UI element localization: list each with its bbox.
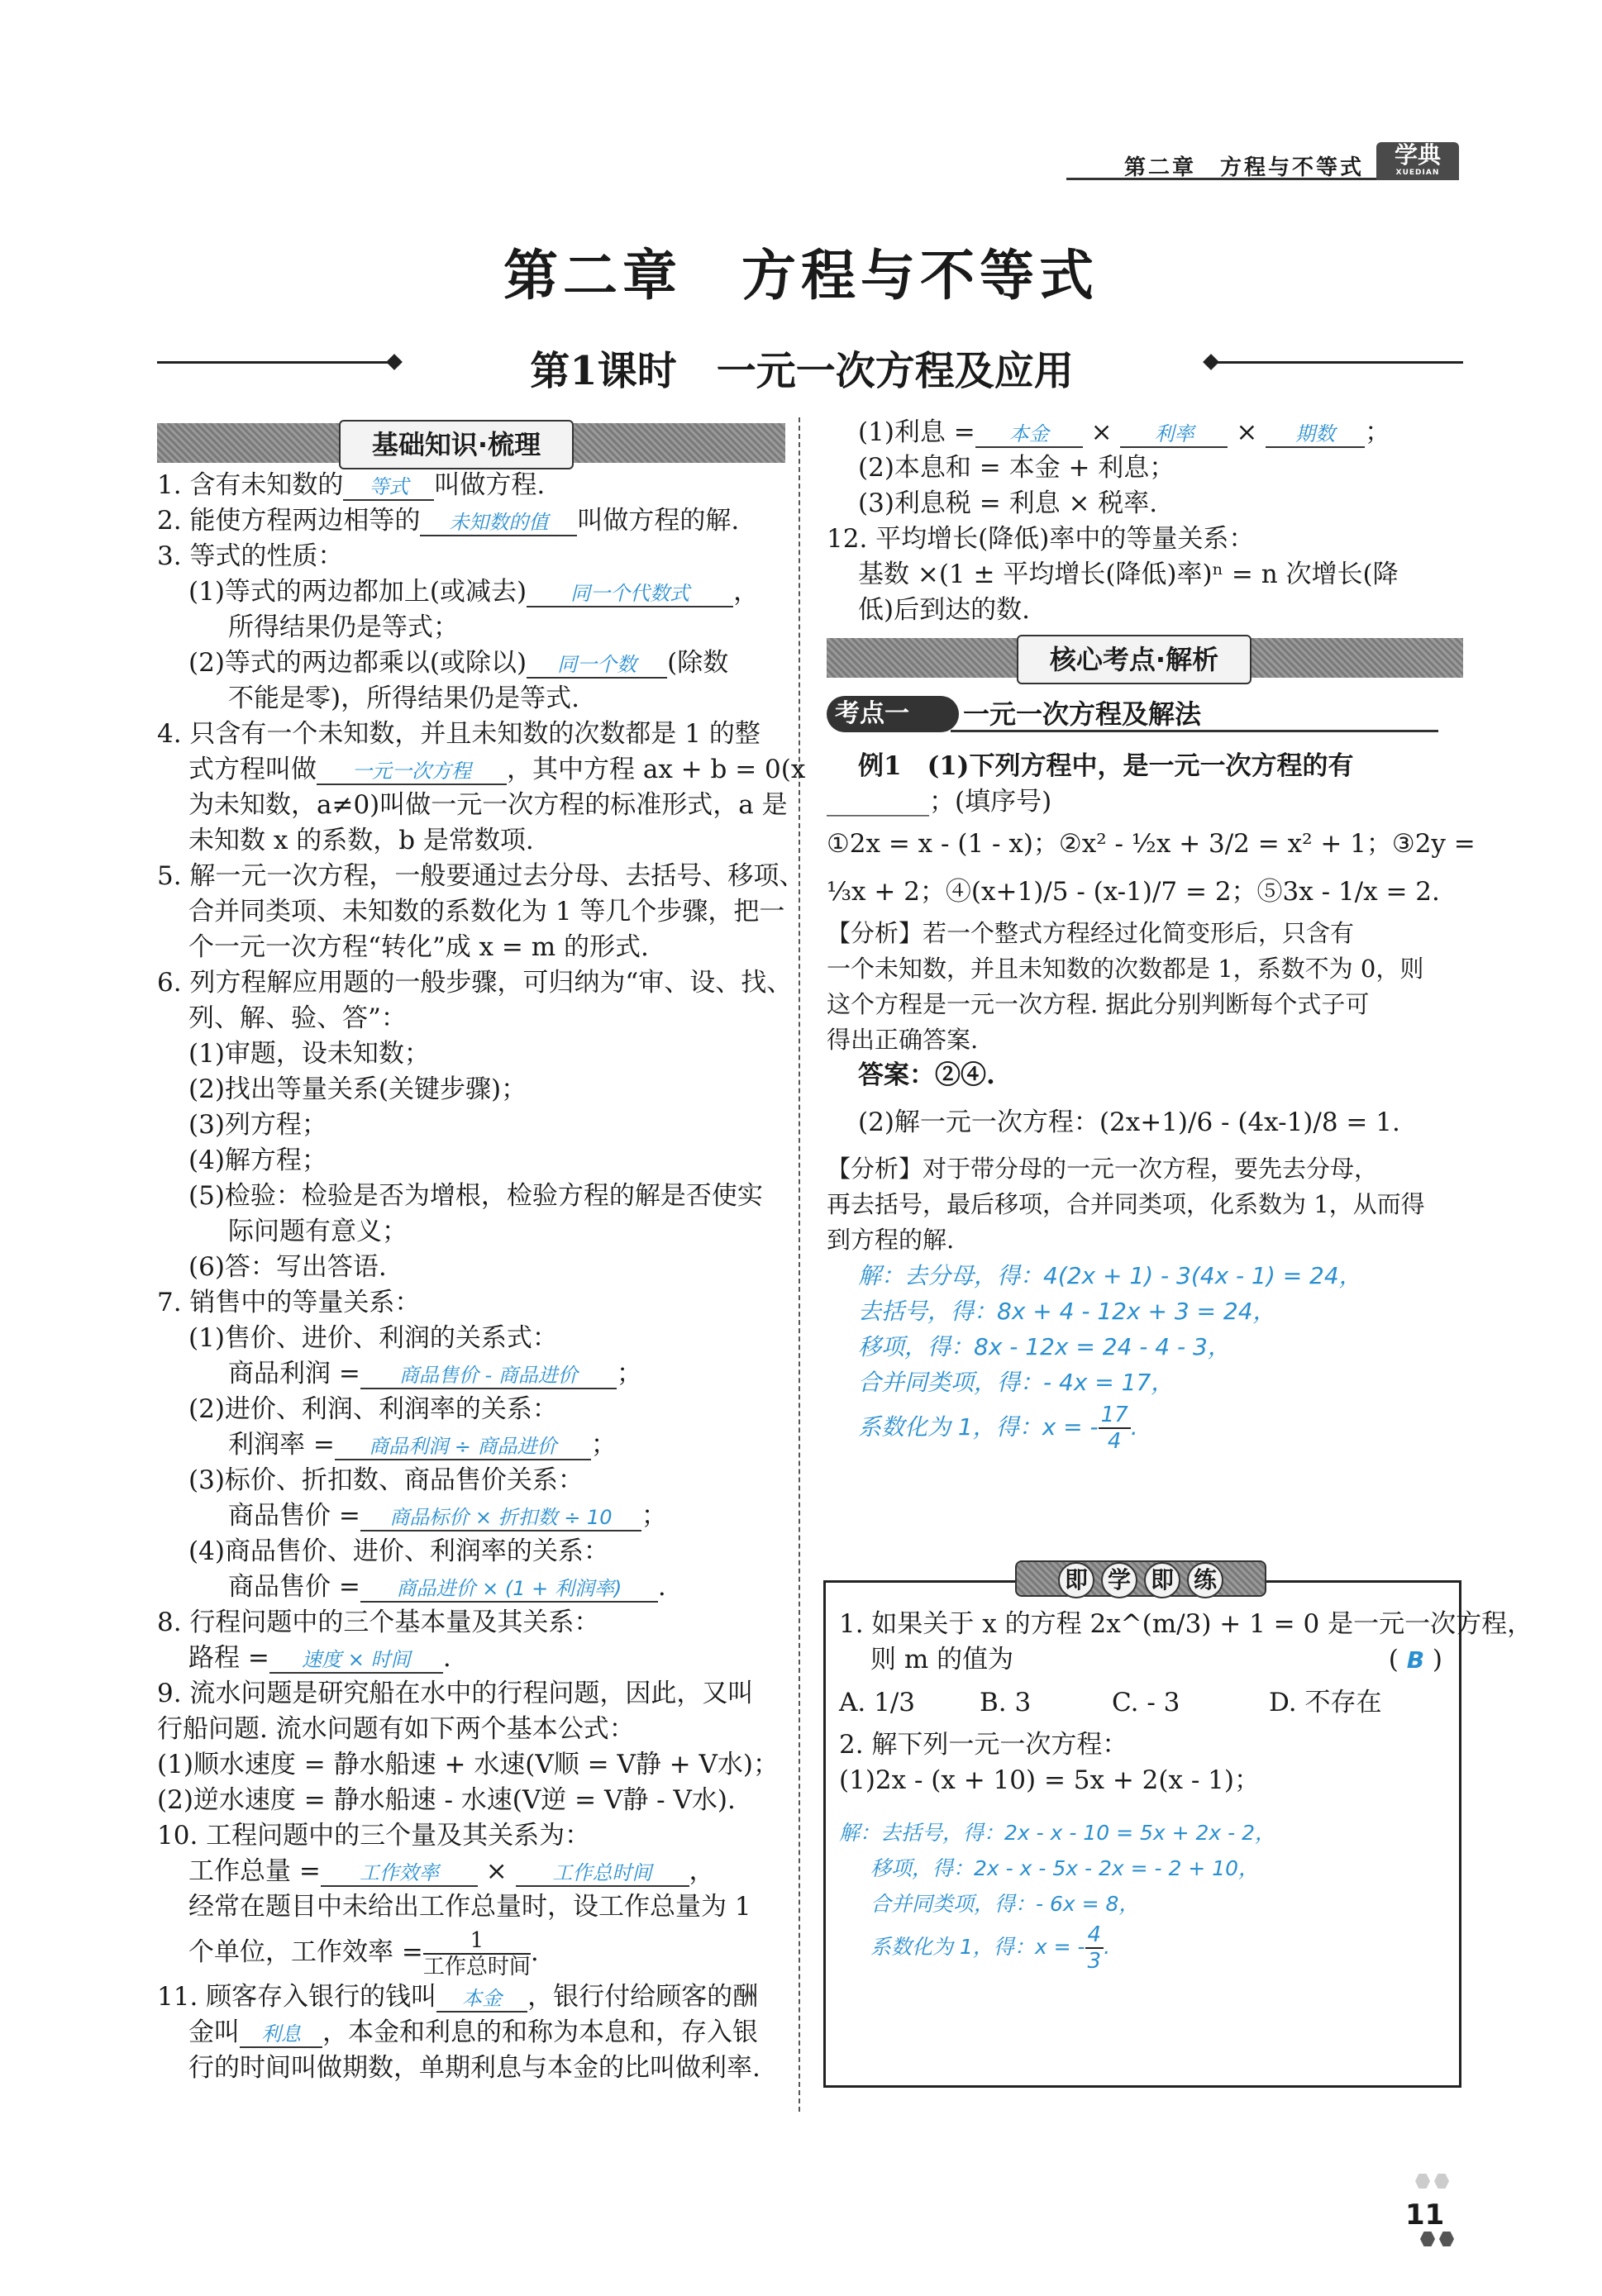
- item-2: 2. 能使方程两边相等的 未知数的值 叫做方程的解.: [157, 506, 740, 536]
- hex-decoration: [1434, 2174, 1449, 2189]
- interest-tax: (3)利息税 = 利息 × 税率.: [858, 488, 1158, 518]
- running-header: [1066, 141, 1459, 180]
- answer-blank: 商品标价 × 折扣数 ÷ 10: [360, 1505, 641, 1531]
- item-12-cont: 低)后到达的数.: [858, 595, 1030, 625]
- fraction: $\frac{1}{\text{工作总时间}}$: [422, 1927, 531, 1979]
- item-12-formula: 基数 ×(1 ± 平均增长(降低)率)ⁿ = n 次增长(降: [858, 560, 1399, 589]
- item-6-5-cont: 际问题有意义；: [228, 1217, 408, 1246]
- column-divider: [799, 417, 800, 2112]
- title-diamond-left: [386, 354, 403, 370]
- item-6-3: (3)列方程；: [188, 1110, 327, 1140]
- item-7-1: (1)售价、进价、利润的关系式：: [188, 1323, 558, 1353]
- practice-char: 练: [1187, 1562, 1223, 1598]
- example-1-blank: ________；(填序号): [827, 787, 1052, 817]
- item-10-cont: 经常在题目中未给出工作总量时，设工作总量为 1: [188, 1892, 751, 1922]
- lesson-title: 第1课时 一元一次方程及应用: [530, 348, 1074, 394]
- example-1-options: ①2x = x - (1 - x)；②x² - ½x + 3/2 = x² + 1；③2y =: [827, 829, 1476, 859]
- key-point-title: 一元一次方程及解法: [963, 698, 1202, 730]
- interest-formula: (1)利息 = 本金 × 利率 × 期数 ；: [858, 417, 1391, 447]
- item-6-1: (1)审题，设未知数；: [188, 1039, 430, 1069]
- item-11: 11. 顾客存入银行的钱叫 本金 ，银行付给顾客的酬: [157, 1982, 759, 2012]
- item-5-cont2: 个一元一次方程“转化”成 x = m 的形式.: [188, 932, 649, 962]
- brand-name: 学典: [1394, 141, 1441, 169]
- item-7-1-formula: 商品利润 = 商品售价 - 商品进价 ；: [228, 1359, 642, 1389]
- key-point-header: [827, 696, 1438, 732]
- answer-blank: 工作效率: [321, 1860, 478, 1887]
- item-3-2-cont: 不能是零)，所得结果仍是等式.: [228, 684, 579, 713]
- answer-blank: 速度 × 时间: [269, 1647, 443, 1674]
- example-1-options-cont: ⅓x + 2；④(x+1)/5 - (x-1)/7 = 2；⑤3x - 1/x = 2.: [827, 877, 1440, 907]
- item-4-cont: 式方程叫做 一元一次方程 ，其中方程 ax + b = 0(x: [188, 755, 806, 784]
- section-bar-core: [827, 638, 1463, 678]
- item-4-cont2: 为未知数，a≠0)叫做一元一次方程的标准形式，a 是: [188, 790, 788, 820]
- item-9-1: (1)顺水速度 = 静水船速 + 水速(V顺 = V静 + V水)；: [157, 1750, 779, 1779]
- practice-solution-4: 系数化为 1，得：x = - $\frac{4}{3}$ .: [870, 1922, 1111, 1974]
- item-10-formula: 工作总量 = 工作效率 × 工作总时间 ，: [188, 1856, 715, 1886]
- item-8: 8. 行程问题中的三个基本量及其关系：: [157, 1608, 600, 1637]
- analysis-1: 【分析】若一个整式方程经过化简变形后，只含有: [827, 919, 1355, 947]
- title-rule-right: [1215, 361, 1463, 364]
- answer-bracket: ( B ): [1388, 1645, 1442, 1674]
- answer-blank: 利率: [1120, 422, 1228, 448]
- page-number: 11: [1405, 2198, 1445, 2232]
- item-7: 7. 销售中的等量关系：: [157, 1288, 421, 1317]
- practice-solution-3: 合并同类项，得：- 6x = 8，: [870, 1892, 1140, 1916]
- analysis-2: 【分析】对于带分母的一元一次方程，要先去分母，: [827, 1155, 1379, 1183]
- item-6: 6. 列方程解应用题的一般步骤，可归纳为“审、设、找、: [157, 968, 793, 998]
- hex-decoration: [1415, 2174, 1430, 2189]
- item-6-cont: 列、解、验、答”：: [188, 1003, 407, 1033]
- question-1: 1. 如果关于 x 的方程 2x^(m/3) + 1 = 0 是一元一次方程，: [839, 1609, 1533, 1639]
- practice-solution-2: 移项，得：2x - x - 5x - 2x = - 2 + 10，: [870, 1856, 1260, 1880]
- item-6-4: (4)解方程；: [188, 1146, 327, 1175]
- option-a: A. 1/3: [839, 1688, 915, 1717]
- section-label-basics: 基础知识·梳理: [339, 420, 574, 469]
- section-label-core: 核心考点·解析: [1017, 635, 1252, 684]
- right-column-top: [827, 415, 1463, 628]
- item-6-6: (6)答：写出答语.: [188, 1252, 387, 1282]
- item-3: 3. 等式的性质：: [157, 541, 344, 571]
- section-bar-basics: [157, 423, 785, 463]
- solution-step-4: 合并同类项，得：- 4x = 17，: [858, 1369, 1175, 1396]
- item-7-2: (2)进价、利润、利润率的关系：: [188, 1394, 558, 1424]
- item-6-5: (5)检验：检验是否为增根，检验方程的解是否使实: [188, 1181, 763, 1211]
- item-7-3: (3)标价、折扣数、商品售价关系：: [188, 1465, 584, 1495]
- title-rule-left: [157, 361, 397, 364]
- answer-blank: 商品售价 - 商品进价: [360, 1363, 617, 1389]
- option-d: D. 不存在: [1269, 1688, 1382, 1717]
- hex-decoration: [1439, 2232, 1454, 2246]
- item-12: 12. 平均增长(降低)率中的等量关系：: [827, 524, 1255, 554]
- principal-interest: (2)本息和 = 本金 + 利息；: [858, 453, 1175, 483]
- question-2: 2. 解下列一元一次方程：: [839, 1730, 1128, 1760]
- answer-blank: 本金: [436, 1986, 527, 2013]
- item-8-formula: 路程 = 速度 × 时间 .: [188, 1643, 451, 1673]
- analysis-2-cont2: 到方程的解.: [827, 1226, 955, 1254]
- hex-decoration: [1420, 2232, 1435, 2246]
- item-3-2: (2)等式的两边都乘以(或除以) 同一个数 (除数: [188, 648, 729, 678]
- left-column: [157, 468, 806, 2086]
- practice-banner: [1015, 1560, 1266, 1597]
- example-1: [827, 749, 1476, 1455]
- item-5-cont: 合并同类项、未知数的系数化为 1 等几个步骤，把一: [188, 897, 785, 926]
- analysis-1-cont2: 这个方程是一元一次方程. 据此分别判断每个式子可: [827, 990, 1370, 1018]
- item-7-4: (4)商品售价、进价、利润率的关系：: [188, 1536, 609, 1566]
- solution-step-3: 移项，得：8x - 12x = 24 - 4 - 3，: [858, 1333, 1231, 1360]
- key-point-badge: 考点一: [827, 696, 959, 732]
- answer-blank: 同一个数: [527, 652, 667, 679]
- solution-step-1: 解：去分母，得：4(2x + 1) - 3(4x - 1) = 24，: [858, 1262, 1362, 1289]
- answer-blank: 未知数的值: [420, 510, 577, 536]
- item-7-2-formula: 利润率 = 商品利润 ÷ 商品进价 ；: [228, 1430, 617, 1460]
- item-10: 10. 工程问题中的三个量及其关系为：: [157, 1821, 591, 1851]
- fraction: $\frac{4}{3}$: [1085, 1922, 1104, 1974]
- analysis-1-cont: 一个未知数，并且未知数的次数都是 1，系数不为 0，则: [827, 955, 1424, 983]
- solution-step-5: 系数化为 1，得：x = - $\frac{17}{4}$ .: [858, 1403, 1138, 1454]
- analysis-1-cont3: 得出正确答案.: [827, 1026, 979, 1054]
- item-9: 9. 流水问题是研究船在水中的行程问题，因此，又叫: [157, 1679, 754, 1708]
- solution-step-2: 去括号，得：8x + 4 - 12x + 3 = 24，: [858, 1298, 1276, 1325]
- item-10-efficiency: 个单位，工作效率 = $\frac{1}{\text{工作总时间}}$ .: [188, 1927, 539, 1979]
- question-2-1: (1)2x - (x + 10) = 5x + 2(x - 1)；: [839, 1765, 1260, 1795]
- answer-blank: 同一个代数式: [527, 581, 733, 607]
- item-1: 1. 含有未知数的 等式 叫做方程.: [157, 470, 546, 500]
- item-7-3-formula: 商品售价 = 商品标价 × 折扣数 ÷ 10 ；: [228, 1501, 667, 1531]
- answer-blank: 利息: [240, 2022, 322, 2048]
- item-4-cont3: 未知数 x 的系数，b 是常数项.: [188, 826, 534, 855]
- answer-choice: B: [1406, 1646, 1425, 1674]
- answer-1: 答案：②④.: [858, 1060, 995, 1090]
- item-11-cont2: 行的时间叫做期数，单期利息与本金的比叫做利率.: [188, 2053, 760, 2083]
- running-header-text: 第二章 方程与不等式: [1124, 155, 1365, 180]
- practice-char: 即: [1058, 1562, 1094, 1598]
- question-1-options: [839, 1678, 1451, 1727]
- item-11-cont: 金叫 利息 ，本金和利息的和称为本息和，存入银: [188, 2017, 758, 2047]
- example-1-question: 例1 (1)下列方程中，是一元一次方程的有: [858, 751, 1354, 781]
- answer-blank: 商品进价 × (1 + 利润率): [360, 1576, 658, 1603]
- practice-char: 学: [1101, 1562, 1137, 1598]
- analysis-2-cont: 再去括号，最后移项，合并同类项，化系数为 1，从而得: [827, 1190, 1425, 1218]
- item-9-cont: 行船问题. 流水问题有如下两个基本公式：: [157, 1714, 635, 1744]
- item-9-2: (2)逆水速度 = 静水船速 - 水速(V逆 = V静 - V水).: [157, 1785, 736, 1815]
- item-4: 4. 只含有一个未知数，并且未知数的次数都是 1 的整: [157, 719, 760, 749]
- answer-blank: 工作总时间: [516, 1860, 689, 1887]
- item-5: 5. 解一元一次方程，一般要通过去分母、去括号、移项、: [157, 861, 805, 891]
- option-b: B. 3: [980, 1688, 1032, 1717]
- fraction: $\frac{17}{4}$: [1099, 1403, 1131, 1454]
- option-c: C. - 3: [1112, 1688, 1180, 1717]
- answer-blank: 本金: [975, 422, 1083, 448]
- chapter-title: 第二章 方程与不等式: [503, 244, 1099, 307]
- item-3-1: (1)等式的两边都加上(或减去) 同一个代数式 ，: [188, 577, 760, 607]
- brand-badge: [1376, 142, 1459, 180]
- answer-blank: 期数: [1266, 422, 1365, 448]
- brand-sub: XUEDIAN: [1395, 169, 1440, 177]
- answer-blank: 等式: [343, 474, 434, 501]
- item-6-2: (2)找出等量关系(关键步骤)；: [188, 1074, 527, 1104]
- question-1-cont: 则 m 的值为 ( B ): [839, 1642, 1451, 1678]
- practice-char: 即: [1144, 1562, 1180, 1598]
- practice-solution-1: 解：去括号，得：2x - x - 10 = 5x + 2x - 2，: [839, 1821, 1276, 1845]
- item-3-1-cont: 所得结果仍是等式；: [228, 612, 459, 642]
- item-7-4-formula: 商品售价 = 商品进价 × (1 + 利润率) .: [228, 1572, 666, 1602]
- answer-blank: 商品利润 ÷ 商品进价: [335, 1434, 591, 1460]
- example-1-part-2: (2)解一元一次方程：(2x+1)/6 - (4x-1)/8 = 1.: [858, 1108, 1400, 1137]
- answer-blank: 一元一次方程: [317, 759, 507, 785]
- practice-content: [839, 1607, 1533, 1974]
